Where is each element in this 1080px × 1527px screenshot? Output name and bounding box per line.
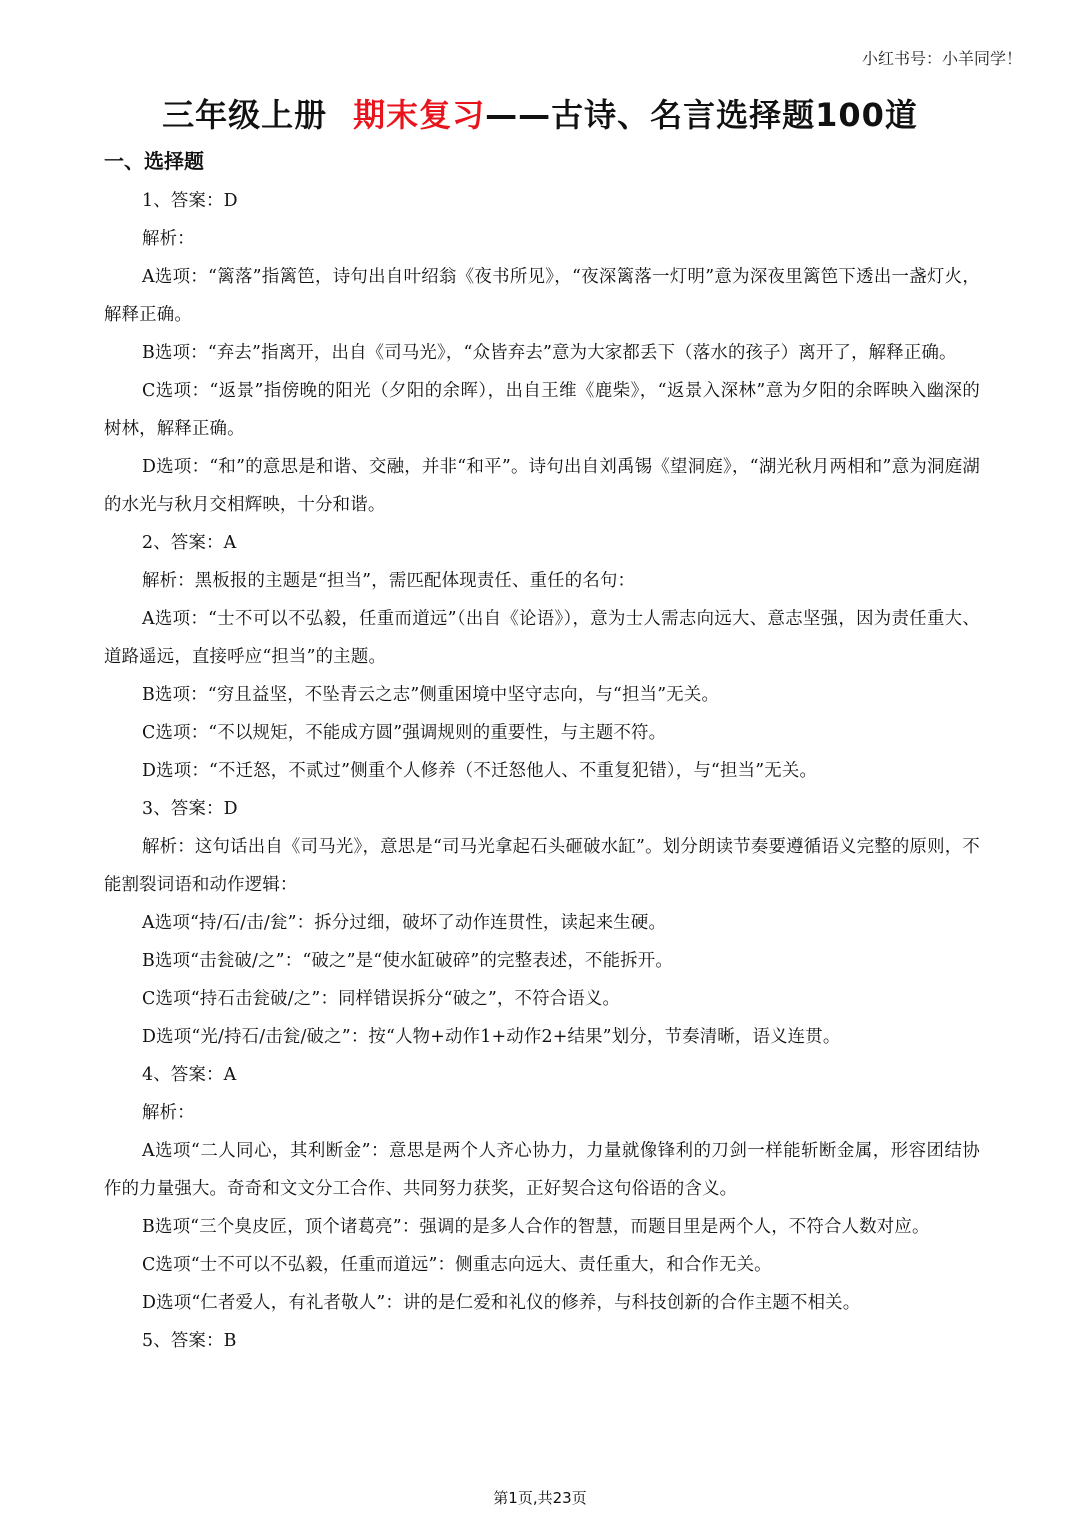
option-paragraph: C选项“士不可以不弘毅，任重而道远”：侧重志向远大、责任重大，和合作无关。 [142, 1255, 772, 1275]
option-paragraph: D选项“光/持石/击瓮/破之”：按“人物+动作1+动作2+结果”划分，节奏清晰，语义连贯。 [142, 1027, 841, 1047]
option-paragraph: D选项：“和”的意思是和谐、交融，并非“和平”。诗句出自刘禹锡《望洞庭》，“湖光秋月两相和”意为洞庭湖的水光与秋月交相辉映，十分和谐。 [104, 457, 980, 515]
option-paragraph: C选项：“返景”指傍晚的阳光（夕阳的余晖），出自王维《鹿柴》，“返景入深林”意为夕阳的余晖映入幽深的树林，解释正确。 [104, 381, 980, 439]
option-paragraph: D选项“仁者爱人，有礼者敬人”：讲的是仁爱和礼仪的修养，与科技创新的合作主题不相关。 [142, 1293, 861, 1313]
page-number: 第1页,共23页 [493, 1489, 587, 1507]
option-paragraph: C选项“持石击瓮破/之”：同样错误拆分“破之”，不符合语义。 [142, 989, 621, 1009]
answer-2: 2、答案：A [142, 533, 237, 553]
analysis-label: 解析： [142, 229, 195, 249]
answer-4: 4、答案：A [142, 1065, 237, 1085]
analysis-paragraph: 解析：这句话出自《司马光》，意思是“司马光拿起石头砸破水缸”。划分朗读节奏要遵循语义完整的原则，不能割裂词语和动作逻辑： [104, 837, 980, 895]
analysis-label: 解析： [142, 1103, 195, 1123]
answer-1: 1、答案：D [142, 191, 238, 211]
option-paragraph: A选项：“篱落”指篱笆，诗句出自叶绍翁《夜书所见》，“夜深篱落一灯明”意为深夜里篱笆下透出一盏灯火，解释正确。 [104, 267, 980, 325]
answer-5: 5、答案：B [142, 1331, 237, 1351]
section-heading: 一、选择题 [104, 149, 204, 173]
title-grade: 三年级上册 [162, 96, 328, 134]
option-paragraph: A选项“二人同心，其利断金”：意思是两个人齐心协力，力量就像锋利的刀剑一样能斩断金属，形容团结协作的力量强大。奇奇和文文分工合作、共同努力获奖，正好契合这句俗语的含义。 [104, 1141, 980, 1199]
option-paragraph: B选项“击瓮破/之”：“破之”是“使水缸破碎”的完整表述，不能拆开。 [142, 951, 673, 971]
title-highlight: 期末复习 [353, 96, 486, 134]
option-paragraph: B选项：“穷且益坚，不坠青云之志”侧重困境中坚守志向，与“担当”无关。 [142, 685, 720, 705]
option-paragraph: B选项“三个臭皮匠，顶个诸葛亮”：强调的是多人合作的智慧，而题目里是两个人，不符合人数对应。 [142, 1217, 930, 1237]
option-paragraph: A选项：“士不可以不弘毅，任重而道远”（出自《论语》），意为士人需志向远大、意志坚强，因为责任重大、道路遥远，直接呼应“担当”的主题。 [104, 609, 980, 667]
document-body [104, 144, 980, 1360]
watermark-text: 小红书号：小羊同学！ [861, 49, 1022, 68]
option-paragraph: A选项“持/石/击/瓮”：拆分过细，破坏了动作连贯性，读起来生硬。 [142, 913, 667, 933]
answer-3: 3、答案：D [142, 799, 238, 819]
option-paragraph: B选项：“弃去”指离开，出自《司马光》，“众皆弃去”意为大家都丢下（落水的孩子）离开了，解释正确。 [142, 343, 957, 363]
analysis-paragraph: 解析：黑板报的主题是“担当”，需匹配体现责任、重任的名句： [142, 571, 636, 591]
page-title [0, 90, 1080, 136]
title-subject: ——古诗、名言选择题100道 [485, 96, 918, 134]
option-paragraph: D选项：“不迁怒，不贰过”侧重个人修养（不迁怒他人、不重复犯错），与“担当”无关。 [142, 761, 818, 781]
option-paragraph: C选项：“不以规矩，不能成方圆”强调规则的重要性，与主题不符。 [142, 723, 667, 743]
